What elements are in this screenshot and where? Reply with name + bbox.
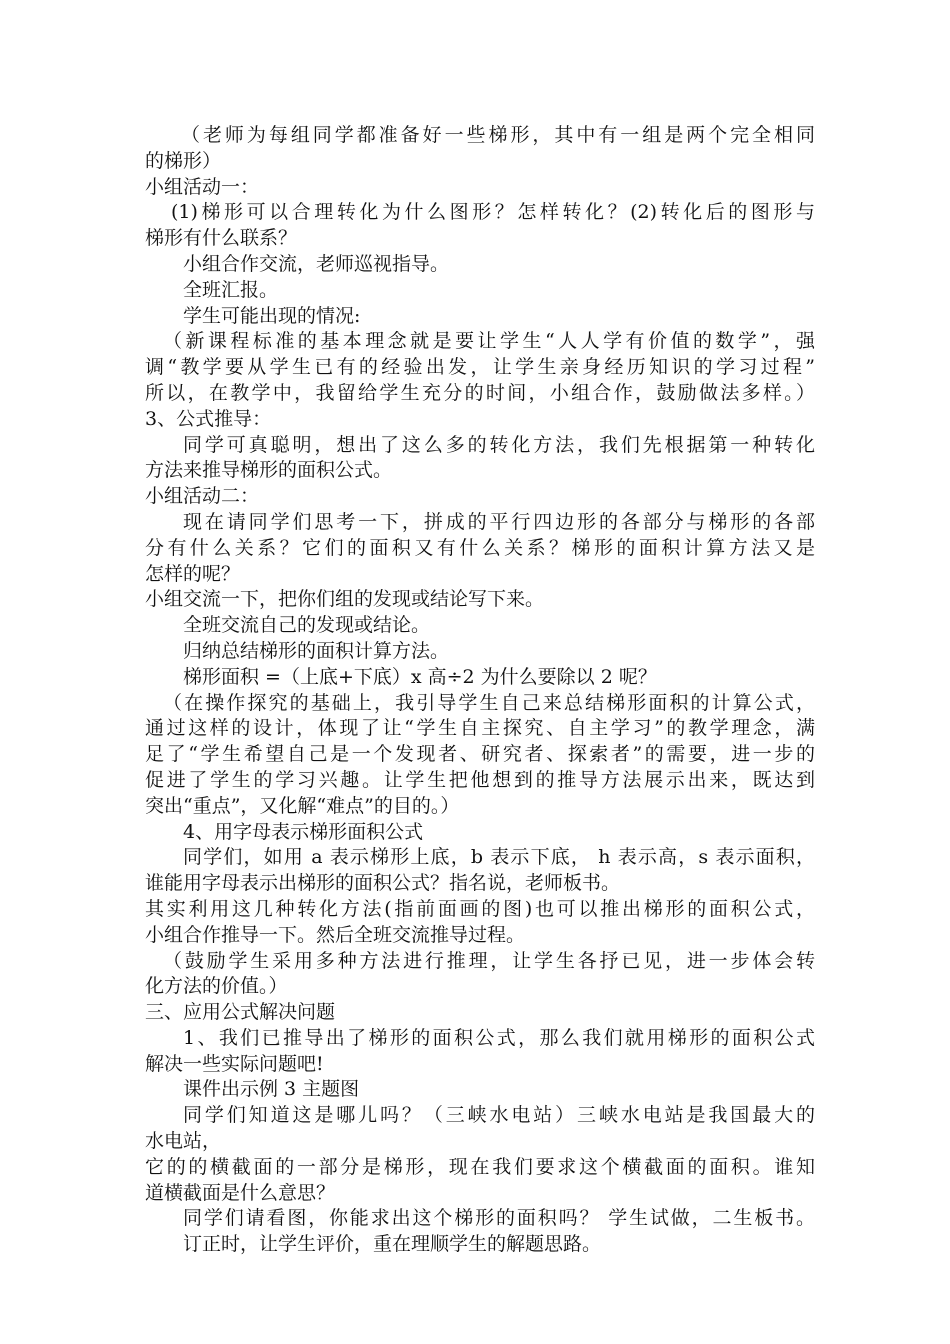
text-line: 水电站， [145, 1130, 222, 1153]
text-line: 其实利用这几种转化方法(指前面画的图)也可以推出梯形的面积公式， [145, 897, 815, 920]
text-line: 化方法的价值。） [145, 975, 288, 998]
text-line: 订正时，让学生评价，重在理顺学生的解题思路。 [183, 1233, 602, 1256]
text-line: 足了“学生希望自己是一个发现者、研究者、探索者”的需要，进一步的 [145, 743, 815, 766]
text-line: 解决一些实际问题吧! [145, 1052, 324, 1075]
text-line: 分有什么关系？它们的面积又有什么关系？梯形的面积计算方法又是 [145, 536, 815, 559]
text-line: 怎样的呢？ [145, 562, 241, 585]
text-line: 归纳总结梯形的面积计算方法。 [183, 639, 450, 662]
text-line: 课件出示例 3 主题图 [183, 1078, 360, 1101]
document-body [145, 123, 815, 1258]
text-line: （鼓励学生采用多种方法进行推理，让学生各抒已见，进一步体会转 [163, 949, 815, 972]
text-line: （老师为每组同学都准备好一些梯形，其中有一组是两个完全相同 [181, 124, 815, 146]
text-line: 梯形有什么联系？ [145, 227, 298, 250]
text-line: 同学们知道这是哪儿吗？（三峡水电站）三峡水电站是我国最大的 [183, 1104, 815, 1127]
text-line: 的梯形） [145, 149, 222, 172]
text-line: 同学们请看图，你能求出这个梯形的面积吗？ 学生试做，二生板书。 [183, 1207, 815, 1230]
text-line: 通过这样的设计，体现了让“学生自主探究、自主学习”的教学理念，满 [145, 717, 815, 740]
text-line: 3、公式推导： [145, 407, 272, 430]
text-line: 现在请同学们思考一下，拼成的平行四边形的各部分与梯形的各部 [183, 510, 815, 533]
text-line: (1)梯形可以合理转化为什么图形？怎样转化？(2)转化后的图形与 [171, 201, 815, 224]
text-line: 谁能用字母表示出梯形的面积公式？指名说，老师板书。 [145, 872, 621, 895]
text-line: 学生可能出现的情况: [183, 304, 361, 327]
text-line: 促进了学生的学习兴趣。让学生把他想到的推导方法展示出来，既达到 [145, 768, 815, 791]
text-line: 三、应用公式解决问题 [145, 1001, 336, 1024]
text-line: 1、我们已推导出了梯形的面积公式，那么我们就用梯形的面积公式 [183, 1026, 815, 1049]
text-line: 全班汇报。 [183, 278, 279, 301]
text-line: 小组交流一下，把你们组的发现或结论写下来。 [145, 588, 545, 611]
text-line: 小组合作推导一下。然后全班交流推导过程。 [145, 923, 526, 946]
text-line: 小组活动二： [145, 485, 260, 508]
text-line: 4、用字母表示梯形面积公式 [183, 820, 424, 843]
text-line: 同学们，如用 a 表示梯形上底，b 表示下底， h 表示高，s 表示面积， [183, 846, 815, 869]
text-line: 同学可真聪明，想出了这么多的转化方法，我们先根据第一种转化 [183, 433, 815, 456]
text-line: 梯形面积 =（上底+下底）x 高÷2 为什么要除以 2 呢？ [183, 665, 657, 688]
text-line: 方法来推导梯形的面积公式。 [145, 459, 393, 482]
text-line: 突出“重点”，又化解“难点”的目的。） [145, 794, 460, 817]
text-line: （在操作探究的基础上，我引导学生自己来总结梯形面积的计算公式， [163, 691, 815, 714]
text-line: 它的的横截面的一部分是梯形，现在我们要求这个横截面的面积。谁知 [145, 1155, 815, 1178]
text-line: 全班交流自己的发现或结论。 [183, 614, 431, 637]
text-line: 所以，在教学中，我留给学生充分的时间，小组合作，鼓励做法多样。） [145, 381, 815, 404]
text-line: 道横截面是什么意思？ [145, 1181, 336, 1204]
text-line: 调“教学要从学生已有的经验出发，让学生亲身经历知识的学习过程” [145, 356, 815, 379]
text-line: 小组合作交流，老师巡视指导。 [183, 252, 450, 275]
text-line: （新课程标准的基本理念就是要让学生“人人学有价值的数学”，强 [163, 330, 815, 353]
text-line: 小组活动一： [145, 175, 260, 198]
